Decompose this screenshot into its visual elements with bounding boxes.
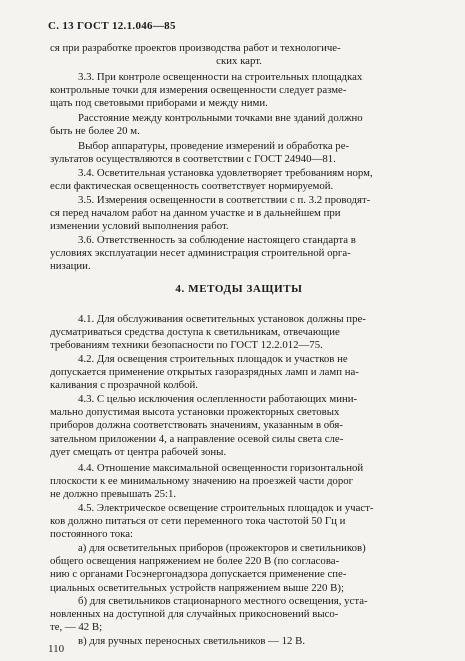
text-line: каливания с прозрачной колбой.	[50, 379, 198, 392]
text-line: дует смещать от центра рабочей зоны.	[50, 445, 227, 458]
item-c	[50, 635, 428, 648]
section-3-4	[50, 167, 428, 193]
text-line: 3.5. Измерения освещенности в соответствии с п. 3.2 проводят-	[78, 194, 371, 206]
text-line: ся при разработке проектов производства работ и технологиче-	[50, 42, 341, 54]
text-line: постоянного тока:	[50, 528, 134, 541]
section-4-2	[50, 353, 428, 393]
text-line: а) для осветительных приборов (прожекторов и светильников)	[78, 542, 366, 554]
text-line: плоскости к ее минимальному значению на проезжей части дорог	[50, 475, 354, 488]
text-line: 3.6. Ответственность за соблюдение настоящего стандарта в	[78, 234, 356, 246]
text-line: щать под световыми приборами и между ними.	[50, 97, 268, 110]
section-3-3	[50, 71, 428, 111]
text-line: 4.1. Для обслуживания осветительных установок должны пре-	[78, 313, 366, 325]
section-4-3	[50, 393, 428, 459]
text-line: Расстояние между контрольными точками вне зданий должно	[78, 112, 363, 124]
text-line: циальных осветительных устройств напряжением выше 220 В);	[50, 581, 344, 594]
page-number: 110	[48, 643, 65, 655]
distance-paragraph	[50, 112, 428, 138]
text-line: если фактическая освещенность соответствует нормируемой.	[50, 180, 334, 193]
text-line: условиях эксплуатации несет администрация строительной орга-	[50, 247, 351, 260]
section-heading: 4. МЕТОДЫ ЗАЩИТЫ	[175, 283, 303, 295]
text-line: мально допустимая высота установки прожекторных световых	[50, 406, 340, 419]
text-line: 4.3. С целью исключения ослепленности работающих мини-	[78, 393, 358, 405]
text-line: изменении условий выполнения работ.	[50, 220, 229, 233]
text-line: Выбор аппаратуры, проведение измерений и обработка ре-	[78, 140, 350, 152]
text-line: контрольные точки для измерения освещенности следует разме-	[50, 84, 347, 97]
text-line: низации.	[50, 260, 91, 273]
text-line: ков должно питаться от сети переменного тока частотой 50 Гц и	[50, 515, 346, 528]
text-line: дусматриваться средства доступа к светильникам, отвечающие	[50, 326, 340, 339]
text-line: общего освещения напряжением не более 220 В (по согласова-	[50, 555, 340, 568]
page-header: С. 13 ГОСТ 12.1.046—85	[48, 20, 176, 32]
item-b	[50, 595, 428, 635]
text-line: приборов должна соответствовать значениям, указанным в обя-	[50, 419, 343, 432]
text-line: 4.2. Для освещения строительных площадок и участков не	[78, 353, 348, 365]
equipment-paragraph	[50, 140, 428, 166]
item-a	[50, 542, 428, 595]
text-line: допускается применение открытых газоразрядных ламп и ламп на-	[50, 366, 359, 379]
text-line: ских карт.	[216, 55, 262, 68]
text-line: зательном приложении 4, а направление осевой силы света сле-	[50, 432, 344, 445]
text-line: 4.5. Электрическое освещение строительных площадок и участ-	[78, 502, 374, 514]
text-line: нию с органами Госэнергонадзора допускается применение спе-	[50, 568, 347, 581]
text-line: те, — 42 В;	[50, 621, 103, 634]
text-line: требованиям техники безопасности по ГОСТ 12.2.012—75.	[50, 339, 323, 352]
text-line: 3.3. При контроле освещенности на строительных площадках	[78, 71, 363, 83]
text-line: ся перед началом работ на данном участке и в дальнейшем при	[50, 207, 341, 220]
section-4-5	[50, 502, 428, 542]
section-3-6	[50, 234, 428, 274]
text-line: быть не более 20 м.	[50, 125, 140, 138]
text-line: в) для ручных переносных светильников — 12 В.	[78, 635, 306, 647]
text-block-top	[50, 42, 428, 68]
section-3-5	[50, 194, 428, 234]
text-line: б) для светильников стационарного местного освещения, уста-	[78, 595, 368, 607]
section-4-1	[50, 313, 428, 353]
text-line: 4.4. Отношение максимальной освещенности горизонтальной	[78, 462, 364, 474]
text-line: не должно превышать 25:1.	[50, 488, 177, 501]
section-4-4	[50, 462, 428, 502]
text-line: зультатов осуществляются в соответствии с ГОСТ 24940—81.	[50, 153, 336, 166]
text-line: 3.4. Осветительная установка удовлетворяет требованиям норм,	[78, 167, 373, 179]
text-line: новленных на доступной для случайных прикосновений высо-	[50, 608, 339, 621]
